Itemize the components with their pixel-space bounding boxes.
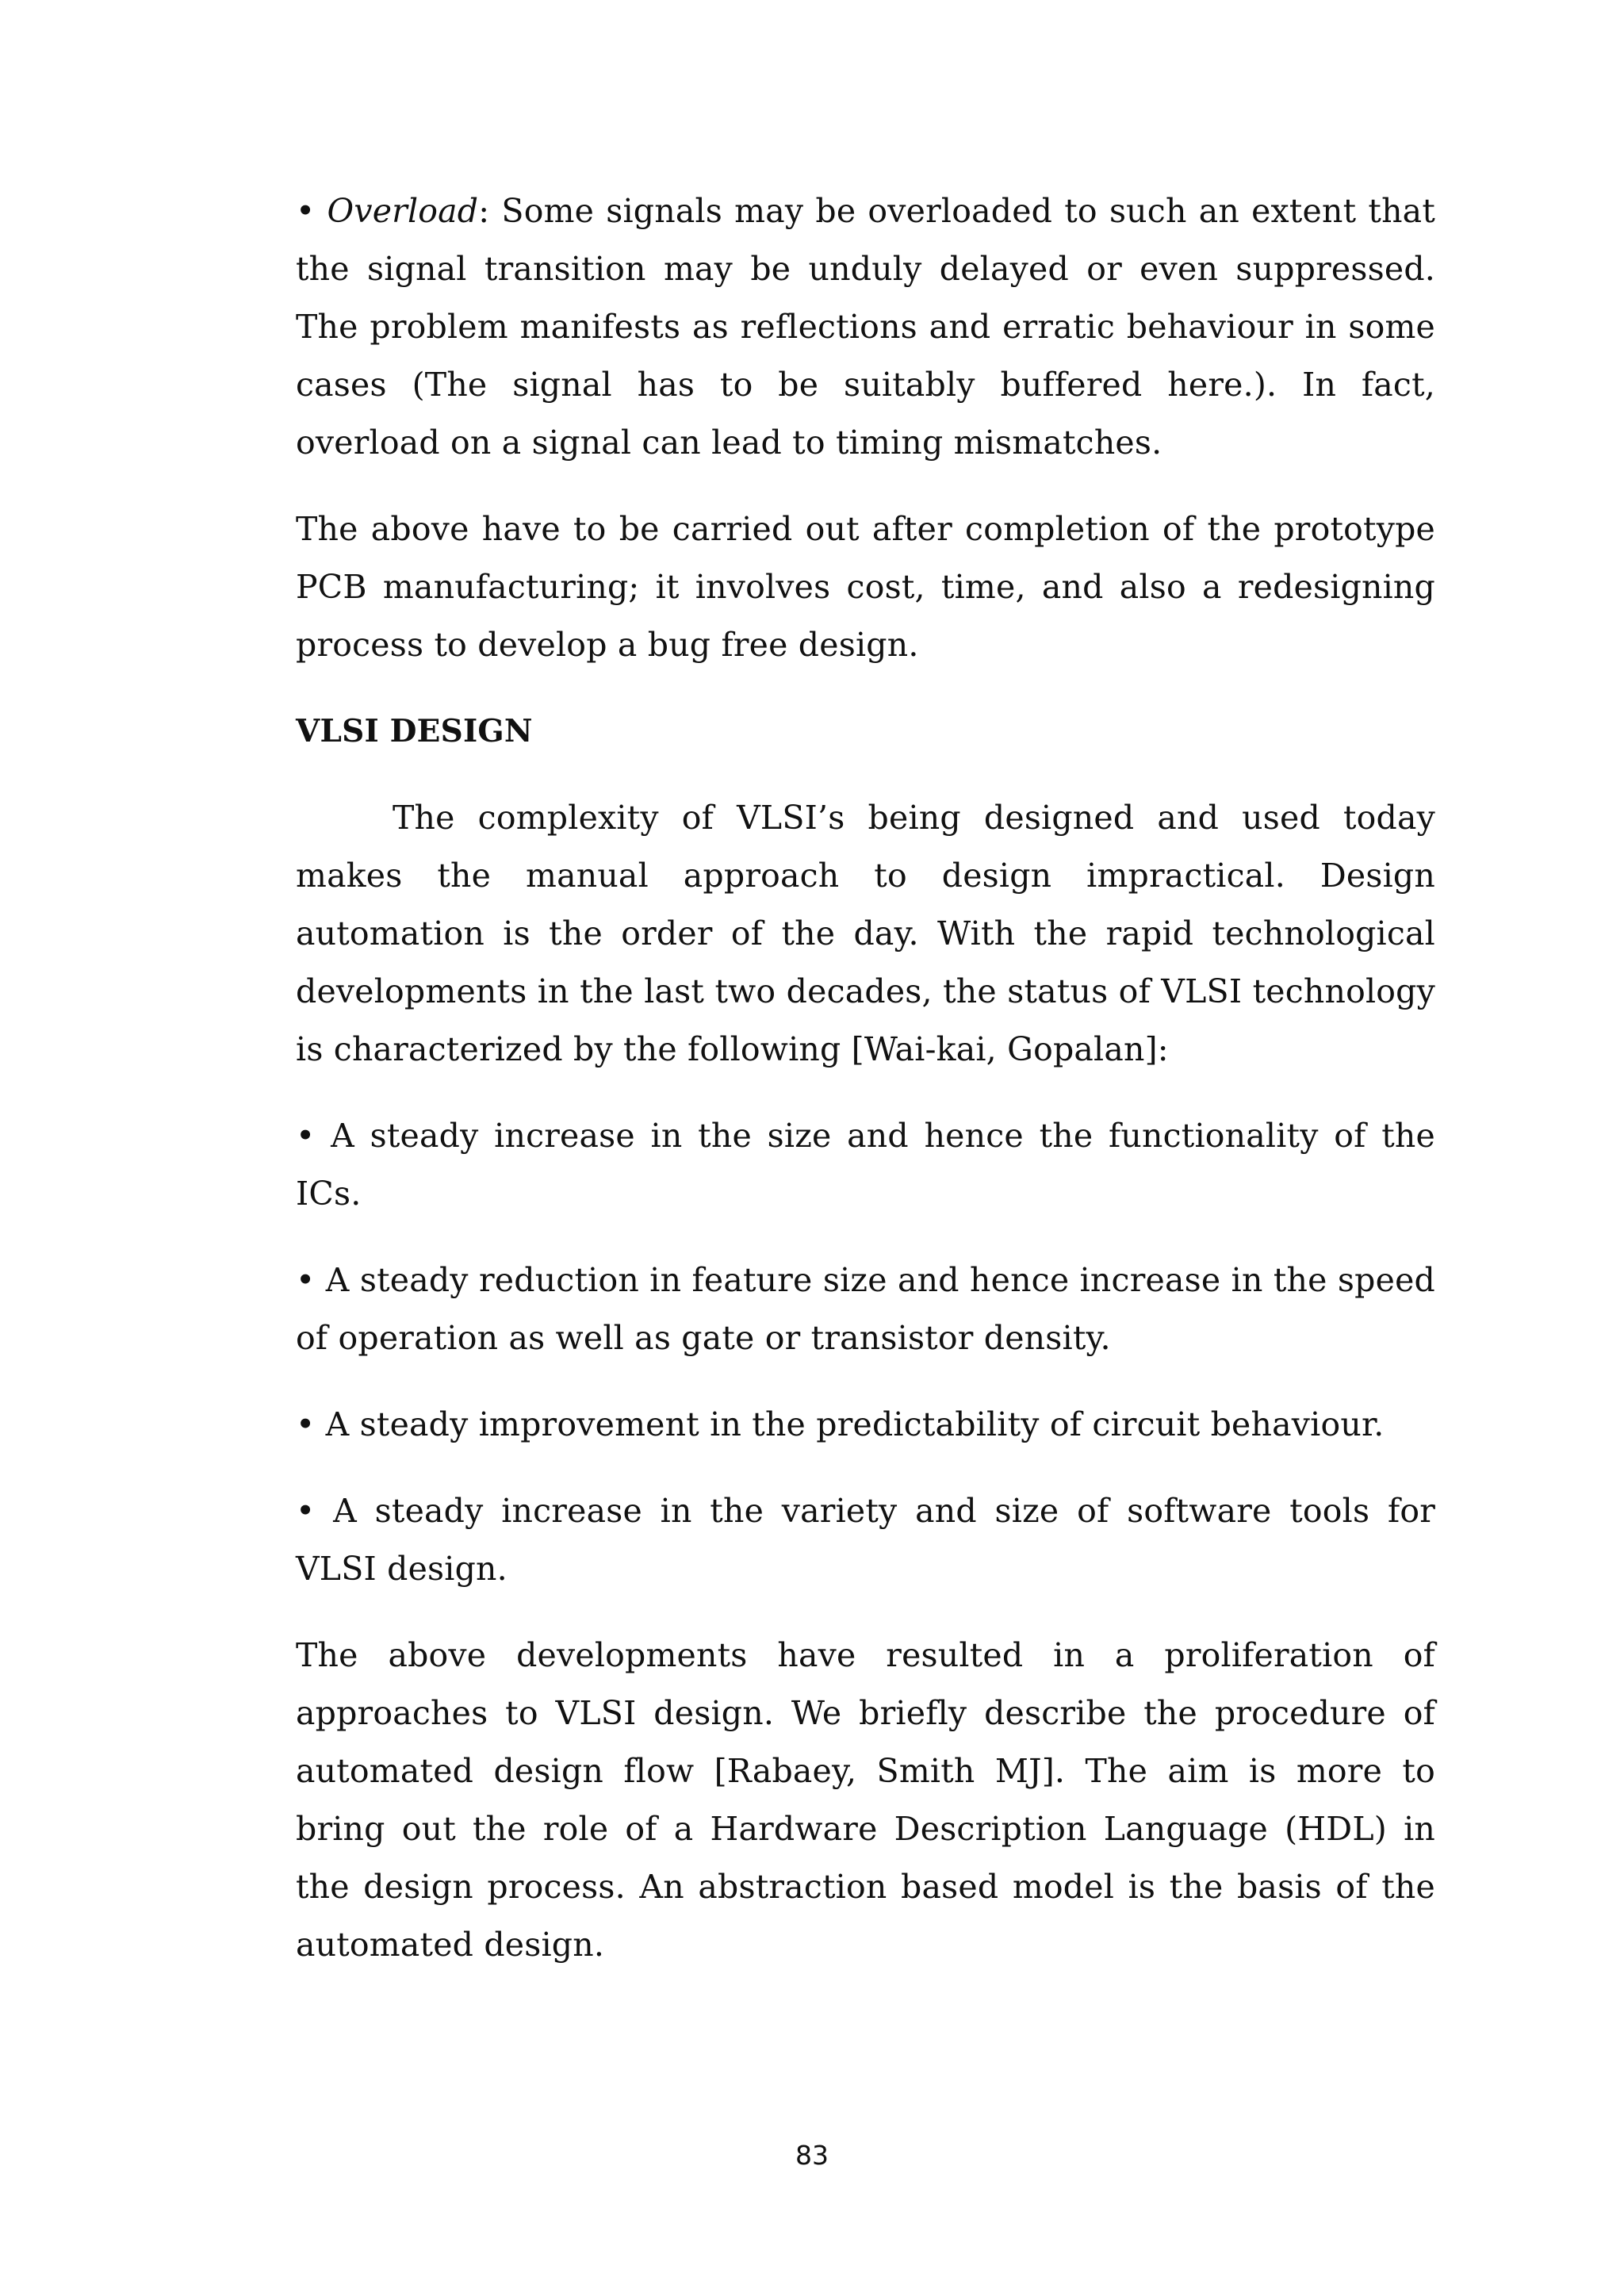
complexity-paragraph: The complexity of VLSI’s being designed and used today makes the manual approach to design impractical. Design automation is the order of the day. With the rapid technological developments in the last two decades, the status of VLSI technology is characterized by the following [Wai-kai, Gopalan]: bbox=[296, 799, 1435, 1068]
bullet-mark: • bbox=[296, 192, 316, 230]
bullet-item-predictability: • A steady improvement in the predictability of circuit behaviour. bbox=[296, 1405, 1385, 1443]
bullet-item-software-tools: • A steady increase in the variety and size of software tools for VLSI design. bbox=[296, 1492, 1435, 1588]
bullet-item-feature-size: • A steady reduction in feature size and hence increase in the speed of operation as well as gate or transistor density. bbox=[296, 1261, 1435, 1357]
overload-term: Overload bbox=[327, 192, 479, 230]
developments-paragraph: The above developments have resulted in a proliferation of approaches to VLSI design. We briefly describe the procedure of automated design flow [Rabaey, Smith MJ]. The aim is more to bring out the role of a Hardware Description Language (HDL) in the design process. An abstraction based model is the basis of the automated design. bbox=[296, 1636, 1435, 1964]
page-body bbox=[296, 182, 1435, 1974]
overload-text: : Some signals may be overloaded to such an extent that the signal transition may be unduly delayed or even suppressed. The problem manifests as reflections and erratic behaviour in some cases (The signal has to be suitably buffered here.). In fact, overload on a signal can lead to timing mismatches. bbox=[296, 192, 1436, 462]
prototype-paragraph: The above have to be carried out after completion of the prototype PCB manufacturing; it involves cost, time, and also a redesigning process to develop a bug free design. bbox=[296, 510, 1435, 664]
page-number: 83 bbox=[795, 2140, 829, 2171]
bullet-item-size: • A steady increase in the size and hence the functionality of the ICs. bbox=[296, 1117, 1435, 1213]
overload-bullet-paragraph bbox=[296, 182, 1435, 472]
section-heading-vlsi-design: VLSI DESIGN bbox=[296, 713, 533, 749]
